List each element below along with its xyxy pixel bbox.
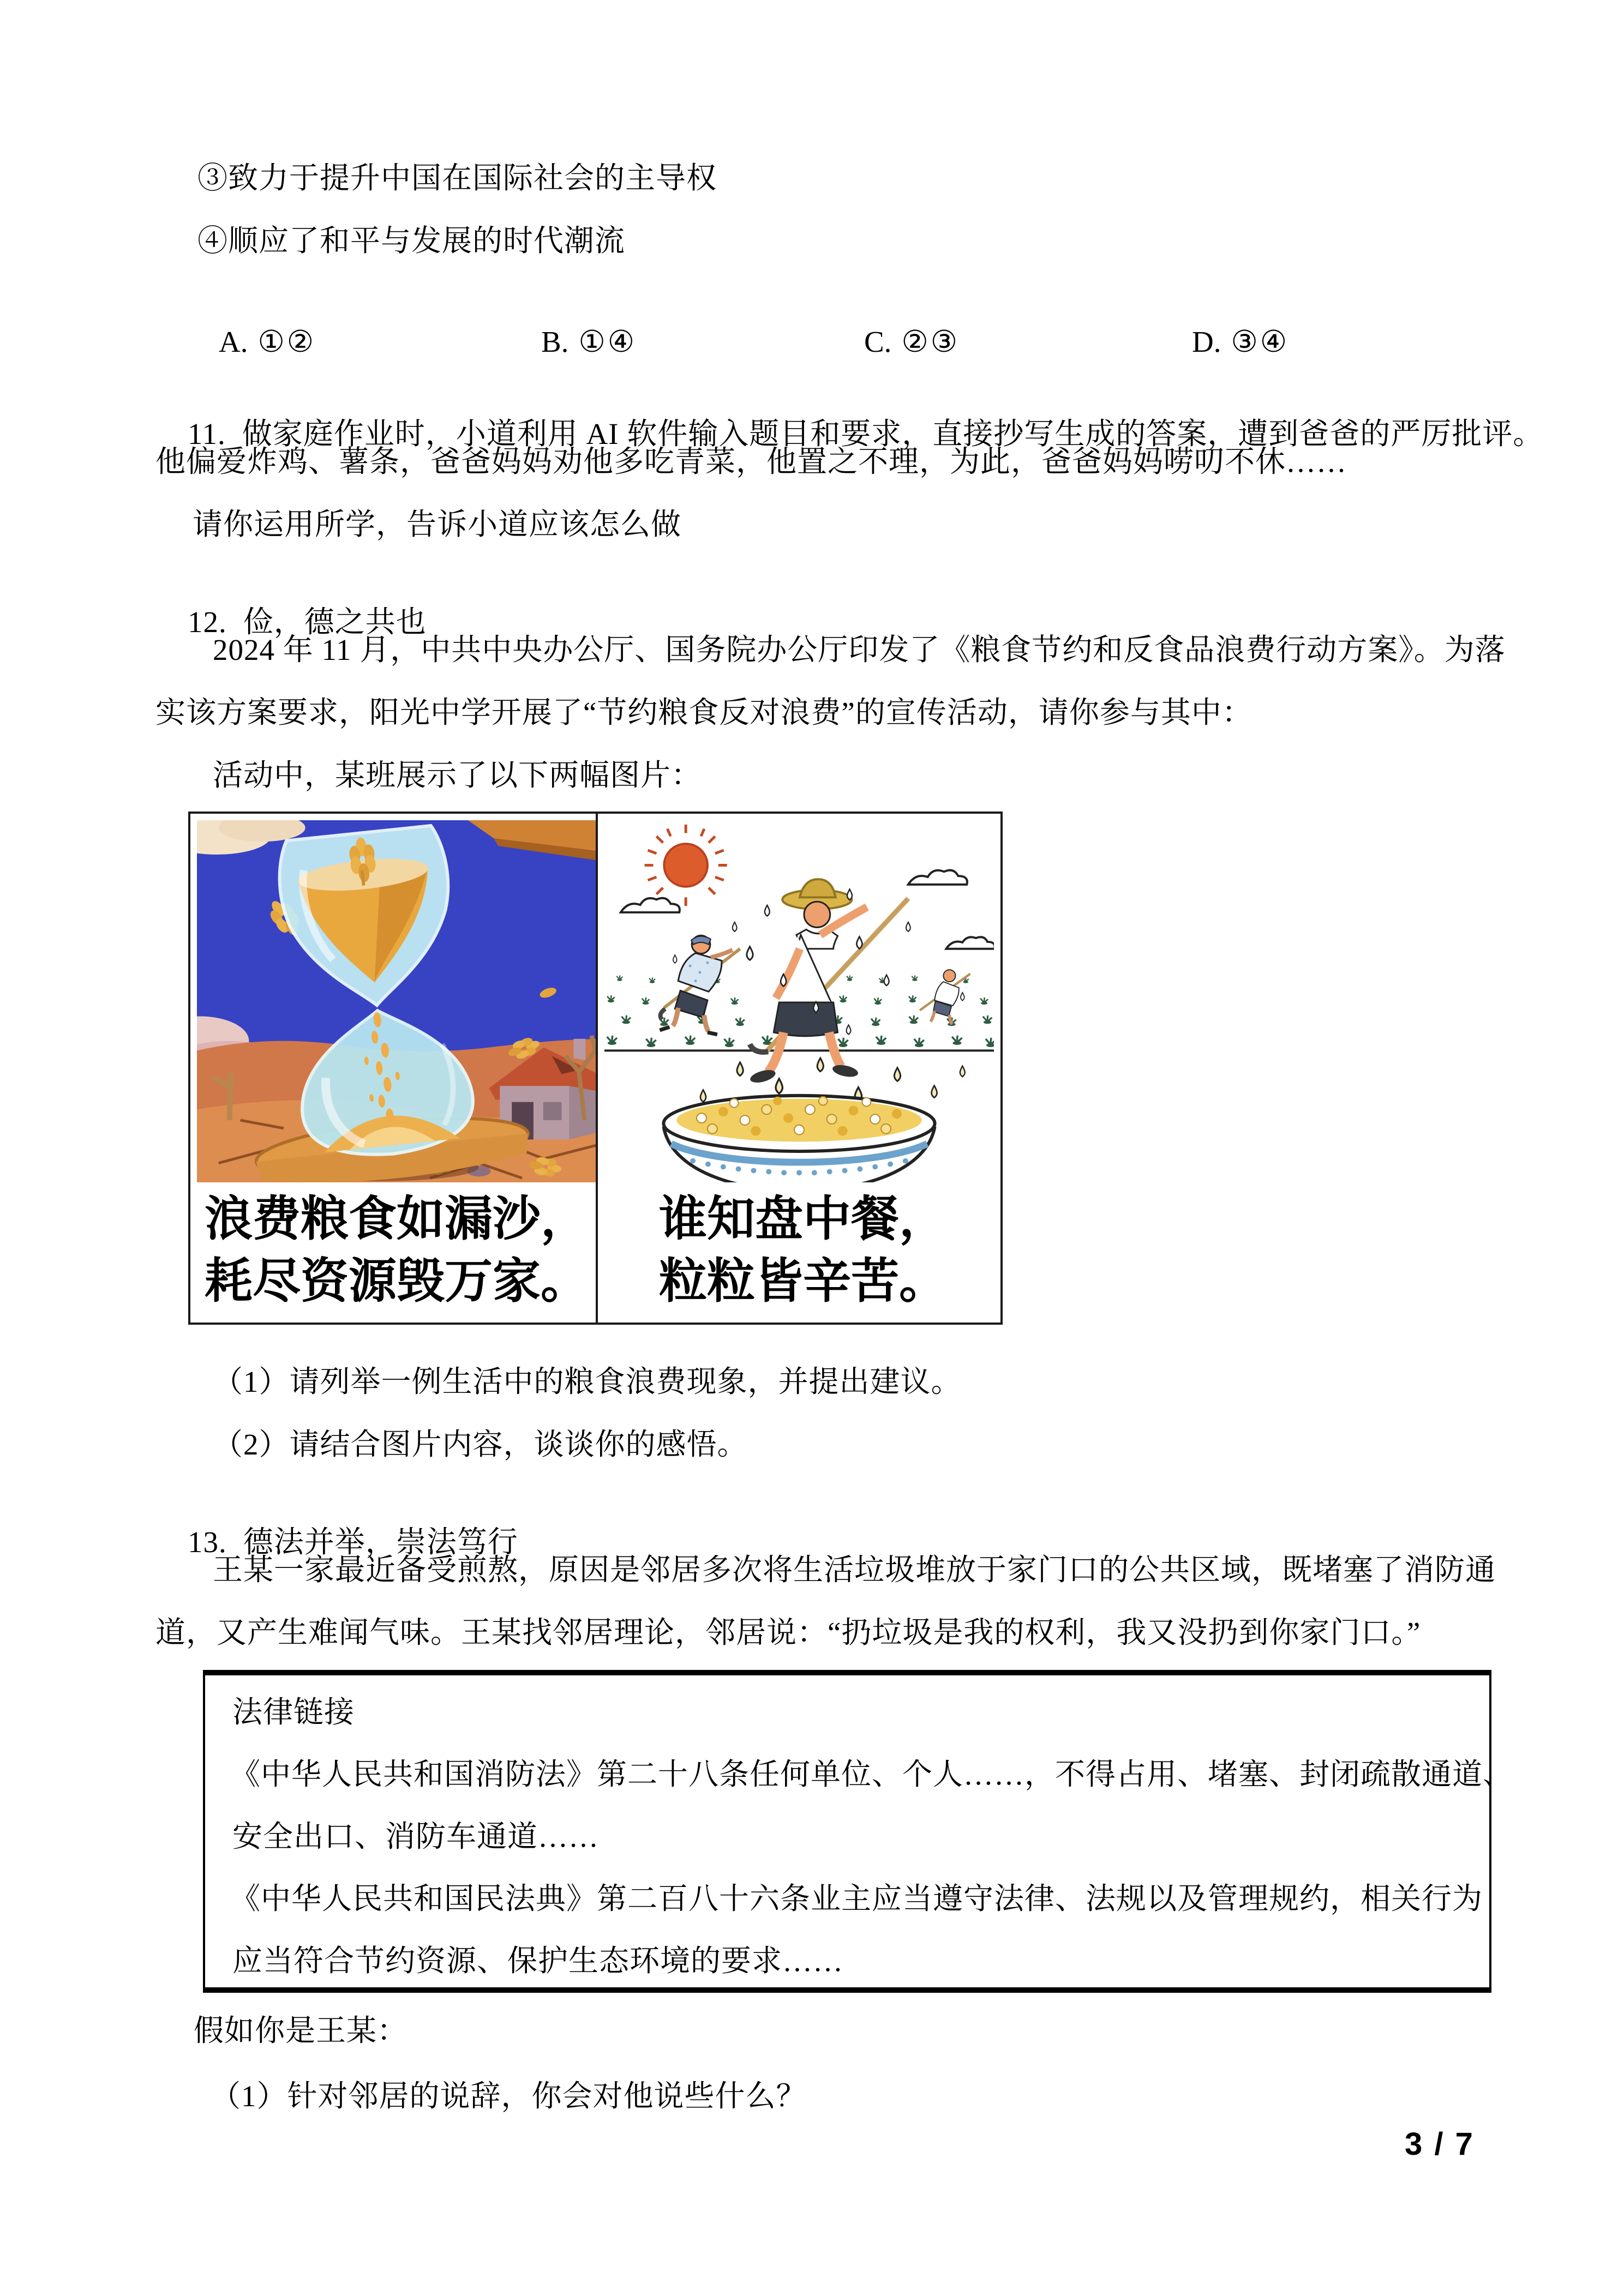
question-12-intro-line-2: 实该方案要求，阳光中学开展了“节约粮食反对浪费”的宣传活动，请你参与其中： — [155, 696, 1253, 729]
choice-c-numbers: ②③ — [901, 325, 960, 358]
hourglass-poster-art — [197, 820, 609, 1182]
farmer-poster — [596, 812, 1003, 1325]
choice-a — [189, 290, 316, 394]
law-box-line-3: 《中华人民共和国民法典》第二百八十六条业主应当遵守法律、法规以及管理规约，相关行为 — [230, 1882, 1483, 1915]
choice-c — [834, 290, 960, 394]
choice-b — [511, 290, 637, 394]
choice-d — [1162, 290, 1289, 394]
question-11-text-1: 做家庭作业时，小道利用 AI 软件输入题目和要求，直接抄写生成的答案，遭到爸爸的严厉批评。 — [242, 417, 1544, 450]
farmer-poster-art — [604, 820, 994, 1182]
choice-a-letter: A. — [219, 325, 248, 358]
hourglass-poster — [188, 812, 618, 1325]
choice-b-letter: B. — [541, 325, 569, 358]
choice-b-numbers: ①④ — [578, 325, 637, 358]
question-12-sub-2: （2）请结合图片内容，谈谈你的感悟。 — [213, 1428, 748, 1461]
hourglass-caption-line-1: 浪费粮食如漏沙， — [205, 1190, 589, 1247]
prev-question-statement-3: ③致力于提升中国在国际社会的主导权 — [197, 161, 717, 195]
question-11-line-3: 请你运用所学，告诉小道应该怎么做 — [193, 508, 682, 541]
question-13-intro-line-1: 王某一家最近备受煎熬，原因是邻居多次将生活垃圾堆放于家门口的公共区域，既堵塞了消防通 — [213, 1553, 1496, 1586]
choice-a-numbers: ①② — [257, 325, 316, 358]
question-13-number: 13. — [188, 1525, 227, 1559]
law-box-title: 法律链接 — [232, 1696, 355, 1729]
farmer-caption-line-1: 谁知盘中餐， — [659, 1190, 948, 1247]
law-box-line-2: 安全出口、消防车通道…… — [232, 1820, 600, 1853]
prev-question-statement-4: ④顺应了和平与发展的时代潮流 — [197, 224, 626, 257]
question-12-number: 12. — [188, 605, 227, 639]
hourglass-caption-line-2: 耗尽资源毁万家。 — [205, 1252, 589, 1309]
hourglass-illustration — [197, 820, 609, 1182]
question-12-intro-line-3: 活动中，某班展示了以下两幅图片： — [213, 759, 702, 792]
question-12-title: 俭，德之共也 — [243, 605, 427, 639]
question-13-title: 德法并举，崇法笃行 — [243, 1525, 518, 1559]
question-13-sub-intro: 假如你是王某： — [194, 2014, 408, 2047]
bowl-of-grain — [663, 1096, 934, 1182]
question-13-intro-line-2: 道，又产生难闻气味。王某找邻居理论，邻居说：“扔垃圾是我的权利，我又没扔到你家门口。” — [155, 1616, 1421, 1649]
question-12-sub-1: （1）请列举一例生活中的粮食浪费现象，并提出建议。 — [213, 1365, 962, 1398]
choice-d-letter: D. — [1192, 325, 1221, 358]
question-13-sub-1: （1）针对邻居的说辞，你会对他说些什么？ — [211, 2079, 807, 2113]
choice-d-numbers: ③④ — [1231, 325, 1290, 358]
choice-c-letter: C. — [864, 325, 892, 358]
law-box-line-4: 应当符合节约资源、保护生态环境的要求…… — [232, 1944, 844, 1978]
question-11-line-2: 他偏爱炸鸡、薯条，爸爸妈妈劝他多吃青菜，他置之不理，为此，爸爸妈妈唠叨不休…… — [155, 445, 1347, 478]
question-11-number: 11. — [188, 417, 226, 450]
law-box-line-1: 《中华人民共和国消防法》第二十八条任何单位、个人……，不得占用、堵塞、封闭疏散通道、 — [230, 1758, 1514, 1791]
farmer-caption-line-2: 粒粒皆辛苦。 — [659, 1252, 948, 1309]
question-12-intro-line-1: 2024 年 11 月，中共中央办公厅、国务院办公厅印发了《粮食节约和反食品浪费行动方案》。为落 — [213, 633, 1506, 666]
farmer-illustration — [604, 820, 994, 1182]
page-number: 3 / 7 — [1405, 2126, 1475, 2162]
law-reference-box — [203, 1670, 1514, 1993]
